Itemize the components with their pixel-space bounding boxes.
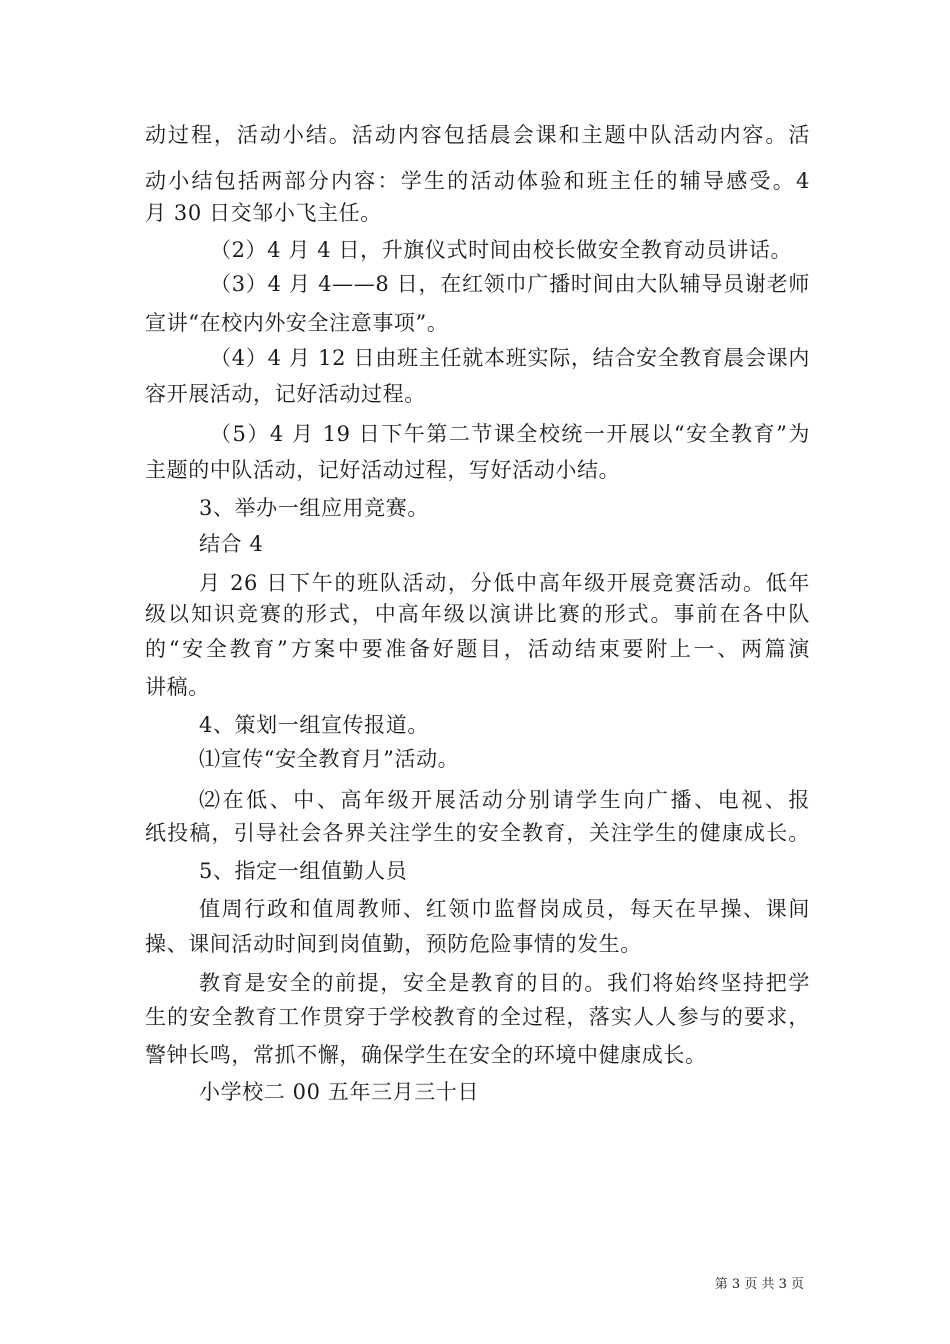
body-line: 值周行政和值周教师、红领巾监督岗成员，每天在早操、课间	[199, 897, 810, 921]
body-line: 操、课间活动时间到岗值勤，预防危险事情的发生。	[145, 932, 642, 956]
body-line: 月 30 日交邹小飞主任。	[145, 201, 382, 225]
signature-date: 小学校二 00 五年三月三十日	[199, 1080, 480, 1104]
body-line: （4）4 月 12 日由班主任就本班实际，结合安全教育晨会课内	[210, 346, 810, 370]
body-line: 宣讲“在校内外安全注意事项”。	[145, 311, 449, 335]
body-line: （2）4 月 4 日，升旗仪式时间由校长做安全教育动员讲话。	[210, 238, 793, 262]
body-line: 动过程，活动小结。活动内容包括晨会课和主题中队活动内容。活	[145, 123, 810, 147]
body-line: 讲稿。	[145, 675, 210, 699]
body-line: 教育是安全的前提，安全是教育的目的。我们将始终坚持把学	[199, 971, 810, 995]
body-line: 3、举办一组应用竞赛。	[199, 496, 429, 520]
body-line: 动小结包括两部分内容：学生的活动体验和班主任的辅导感受。4	[145, 169, 810, 193]
body-line: 主题的中队活动，记好活动过程，写好活动小结。	[145, 458, 621, 482]
body-line: 4、策划一组宣传报道。	[199, 713, 429, 737]
body-line: （5）4 月 19 日下午第二节课全校统一开展以“安全教育”为	[210, 422, 810, 446]
body-line: （3）4 月 4——8 日，在红领巾广播时间由大队辅导员谢老师	[210, 272, 810, 296]
body-line: 结合 4	[199, 532, 264, 556]
page-number: 第 3 页 共 3 页	[714, 1277, 804, 1292]
body-line: 纸投稿，引导社会各界关注学生的安全教育，关注学生的健康成长。	[145, 821, 810, 845]
body-line: 警钟长鸣，常抓不懈，确保学生在安全的环境中健康成长。	[145, 1043, 707, 1067]
body-line: ⑵在低、中、高年级开展活动分别请学生向广播、电视、报	[199, 788, 810, 812]
body-line: 月 26 日下午的班队活动，分低中高年级开展竞赛活动。低年	[199, 571, 810, 595]
body-line: 生的安全教育工作贯穿于学校教育的全过程，落实人人参与的要求，	[145, 1005, 810, 1029]
body-line: 容开展活动，记好活动过程。	[145, 382, 426, 406]
body-line: ⑴宣传“安全教育月”活动。	[199, 747, 460, 771]
body-line: 级以知识竞赛的形式，中高年级以演讲比赛的形式。事前在各中队	[145, 602, 810, 626]
body-line: 5、指定一组值勤人员	[199, 859, 408, 883]
body-line: 的“安全教育”方案中要准备好题目，活动结束要附上一、两篇演	[145, 637, 810, 661]
